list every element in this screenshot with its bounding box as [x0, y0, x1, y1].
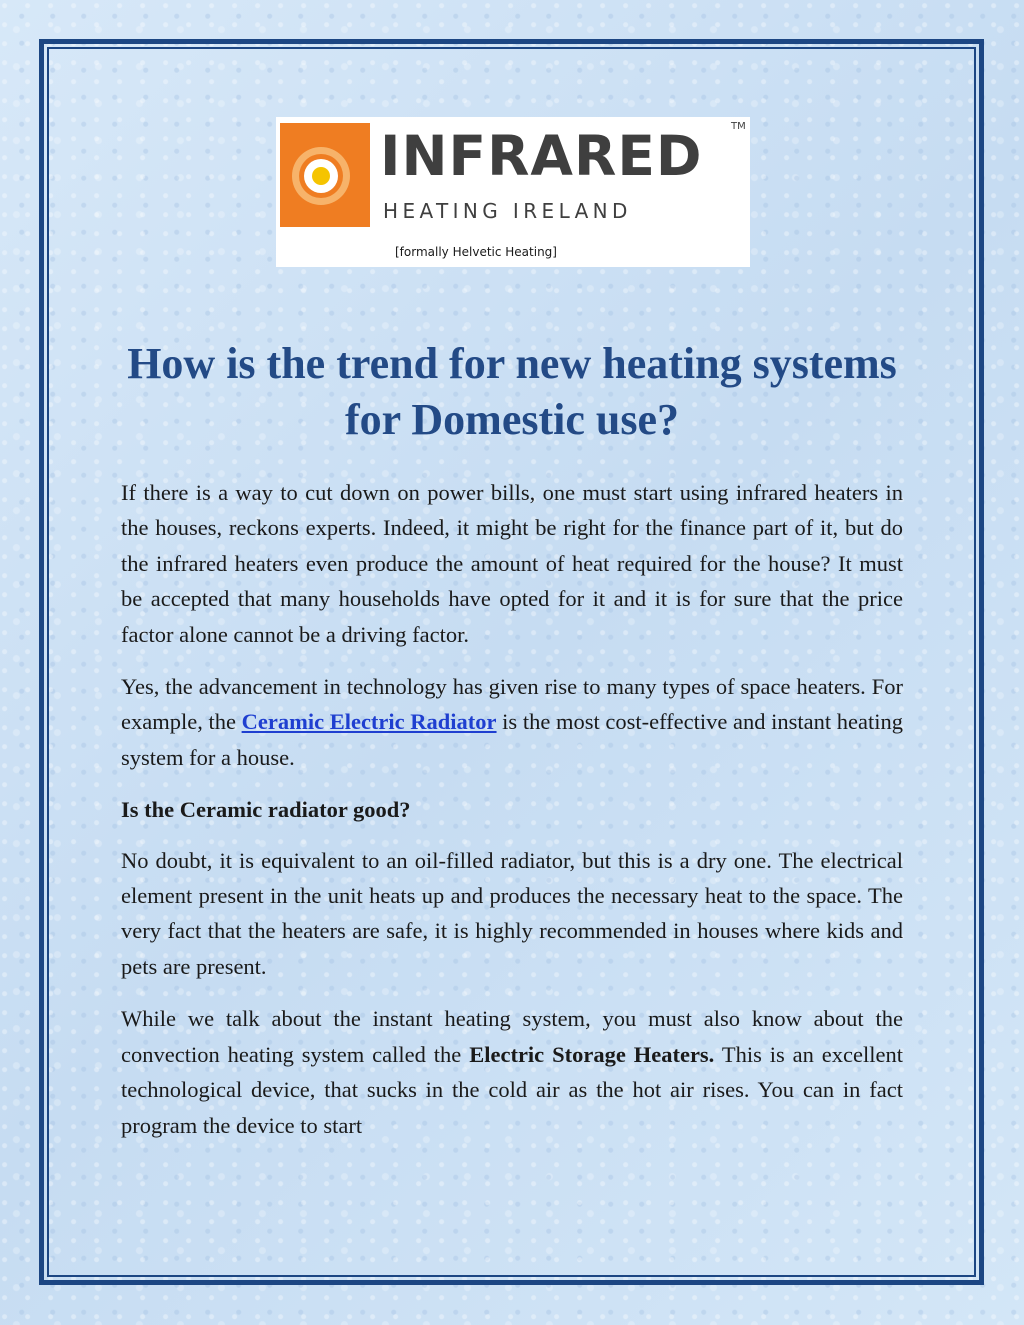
- paragraph-technology-start: Yes, the advancement in technology has given rise to many types of space heaters. For example, the: [121, 674, 903, 735]
- ceramic-electric-radiator-link[interactable]: Ceramic Electric Radiator: [241, 709, 497, 735]
- paragraph-ceramic: No doubt, it is equivalent to an oil-filled radiator, but this is a dry one. The electrical element present in the unit heats up and produces the necessary heat to the space. The very fact that the heaters are safe, it is highly recommended in houses where kids and pets are present.: [121, 847, 903, 979]
- paragraph-storage: [121, 1001, 903, 1143]
- logo-trademark: TM: [731, 121, 746, 132]
- logo-subtitle: HEATING IRELAND: [383, 199, 632, 223]
- paragraph-storage-end: This is an excellent technological device, that sucks in the cold air as the hot air rises. You can in fact program the device to start: [121, 1041, 904, 1138]
- paragraph-technology: [121, 669, 903, 775]
- section-heading: Is the Ceramic radiator good?: [121, 797, 411, 823]
- logo-name: INFRARED: [380, 124, 703, 188]
- company-logo: [276, 117, 750, 267]
- paragraph-technology-end: is the most cost-effective and instant heating system for a house.: [121, 709, 903, 770]
- paragraph-storage-start: While we talk about the instant heating system, you must also know about the convection heating system called the: [121, 1006, 903, 1067]
- paragraph-intro: If there is a way to cut down on power bills, one must start using infrared heaters in the houses, reckons experts. Indeed, it might be right for the finance part of it, but do the infrared heaters even produce the amount of heat required for the house? It must be accepted that many households have opted for it and it is for sure that the price factor alone cannot be a driving factor.: [121, 480, 903, 647]
- article-body: [121, 475, 903, 1160]
- logo-formerly-text: [formally Helvetic Heating]: [395, 245, 557, 259]
- logo-sun-icon: [280, 123, 370, 227]
- article-title: How is the trend for new heating systems for Domestic use?: [127, 339, 897, 444]
- electric-storage-heaters-term: Electric Storage Heaters.: [469, 1041, 715, 1067]
